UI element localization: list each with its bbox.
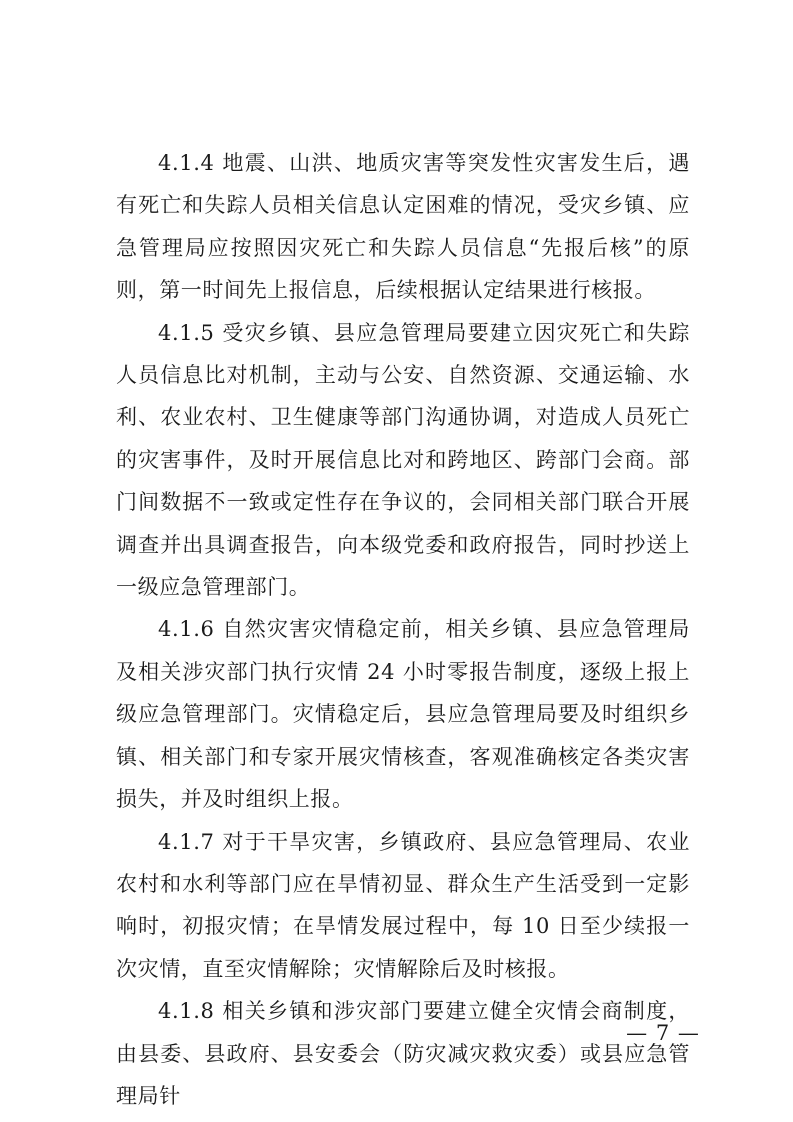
- paragraph-4-1-8: 4.1.8 相关乡镇和涉灾部门要建立健全灾情会商制度，由县委、县政府、县安委会（防灾减灾救灾委）或县应急管理局针: [116, 999, 690, 1108]
- paragraph-4-1-7: 4.1.7 对于干旱灾害，乡镇政府、县应急管理局、农业农村和水利等部门应在旱情初显、群众生产生活受到一定影响时，初报灾情；在旱情发展过程中，每 10 日至少续报一次灾情，直至灾情解除；灾情解除后及时核报。: [116, 829, 690, 981]
- document-body: [116, 142, 690, 1117]
- page-number: — 7 —: [626, 1021, 700, 1045]
- paragraph-4-1-6: 4.1.6 自然灾害灾情稳定前，相关乡镇、县应急管理局及相关涉灾部门执行灾情 24 小时零报告制度，逐级上报上级应急管理部门。灾情稳定后，县应急管理局要及时组织乡镇、相关部门和专家开展灾情核查，客观准确核定各类灾害损失，并及时组织上报。: [116, 617, 690, 812]
- paragraph-4-1-5: 4.1.5 受灾乡镇、县应急管理局要建立因灾死亡和失踪人员信息比对机制，主动与公安、自然资源、交通运输、水利、农业农村、卫生健康等部门沟通协调，对造成人员死亡的灾害事件，及时开展信息比对和跨地区、跨部门会商。部门间数据不一致或定性存在争议的，会同相关部门联合开展调查并出具调查报告，向本级党委和政府报告，同时抄送上一级应急管理部门。: [116, 320, 690, 600]
- paragraph-4-1-4: 4.1.4 地震、山洪、地质灾害等突发性灾害发生后，遇有死亡和失踪人员相关信息认定困难的情况，受灾乡镇、应急管理局应按照因灾死亡和失踪人员信息“先报后核”的原则，第一时间先上报信息，后续根据认定结果进行核报。: [116, 151, 690, 303]
